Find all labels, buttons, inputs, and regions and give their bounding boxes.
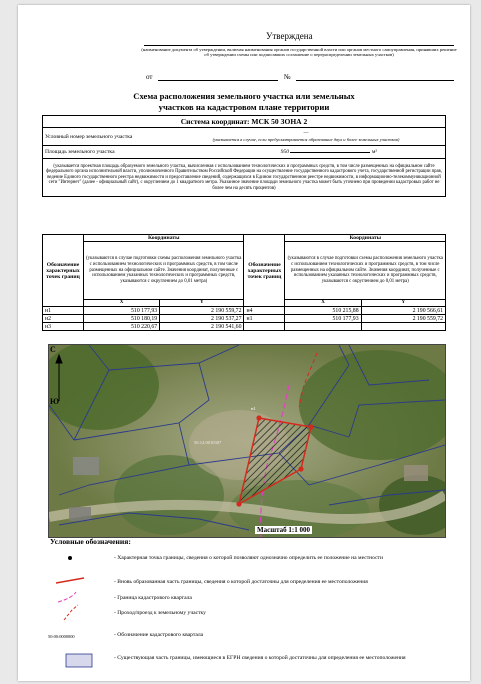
access-road-icon <box>64 605 78 620</box>
coord-row <box>43 307 446 315</box>
south-label: Ю <box>50 397 60 406</box>
new-boundary-icon <box>56 578 84 583</box>
coord-cell-y <box>361 323 445 331</box>
coord-row <box>43 315 446 323</box>
legend-symbols <box>50 550 106 676</box>
coord-system: Система координат: МСК 50 ЗОНА 2 <box>43 116 446 128</box>
coordinates-table <box>42 234 446 331</box>
from-label: от <box>146 73 153 81</box>
coord-cell-point: н1 <box>43 307 84 315</box>
cadastral-value: — <box>303 130 309 136</box>
coord-cell-y: 2 190 559,72 <box>361 315 445 323</box>
y-header-left: Y <box>160 300 244 307</box>
cadastral-value-cell <box>167 128 446 146</box>
document-page <box>18 5 470 681</box>
existing-boundary-icon <box>66 654 92 667</box>
coords-header-right: Координаты <box>285 235 446 242</box>
area-value-cell <box>167 146 446 159</box>
north-label: С <box>50 345 56 354</box>
point-header-left: Обозначение характерных точек границ <box>43 235 84 307</box>
doc-name-line <box>144 45 454 46</box>
number-line <box>296 80 454 81</box>
coord-cell-point: н1 <box>244 315 285 323</box>
x-header-left: X <box>84 300 160 307</box>
coord-cell-x: 510 180,19 <box>84 315 160 323</box>
page-title <box>118 91 370 112</box>
coord-cell-y: 2 190 559,72 <box>160 307 244 315</box>
area-note: (указывается проектная площадь образуемого земельного участка, вычисленная с использованием технологических и программных средств, в том числе размещенных на официальном сайте федерального органа исполнительной власти, уполномоченного Правительством Российской Федерации на осуществление государственного кадастрового учета, государственной регистрации прав, ведение Единого государственного реестра недвижимости и предоставление сведений, содержащихся в Едином государственном реестре недвижимости, в информационно-телекоммуникационной сети "Интернет" (далее - официальный сайт), с округлением до 1 квадратного метра. Указанное значение площади земельного участка может быть уточнено при проведении кадастровых работ не более чем на десять процентов) <box>43 159 446 197</box>
title-line-1: Схема расположения земельного участка или земельных <box>133 91 355 101</box>
boundary-point-icon <box>68 556 72 560</box>
legend-item-4: - Проход/проезд к земельному участку <box>114 610 206 616</box>
coords-note-left: (указываются в случае подготовки схемы расположения земельного участка с использованием технологических и программных средств, в том числе размещенных на официальном сайте. Значения координат, полученные с использованием указанных технологических и программных средств, указываются с округлением до 0,01 метра) <box>84 242 244 300</box>
y-header-right: Y <box>361 300 445 307</box>
point-label: н1 <box>251 406 256 411</box>
legend-item-3: - Граница кадастрового квартала <box>114 595 192 601</box>
approved-label: Утверждена <box>266 31 313 41</box>
coord-cell-x <box>285 323 361 331</box>
x-header-right: X <box>285 300 361 307</box>
area-value: 950 <box>280 149 289 155</box>
cadastral-label: Условный номер земельного участка <box>43 128 168 146</box>
coord-cell-x: 510 215,88 <box>285 307 361 315</box>
coord-cell-point <box>244 323 285 331</box>
info-table <box>42 115 446 197</box>
coord-cell-y: 2 190 541,60 <box>160 323 244 331</box>
coord-row <box>43 323 446 331</box>
area-unit: м² <box>371 149 378 155</box>
quarter-code-sample: 50:00:0000000 <box>48 634 75 639</box>
legend-item-6: - Существующая часть границы, имеющиеся в ЕГРН сведения о которой достаточны для определения ее местоположения <box>114 655 406 661</box>
coord-cell-x: 510 177,93 <box>285 315 361 323</box>
legend-item-5: - Обозначение кадастрового квартала <box>114 632 204 638</box>
coord-cell-y: 2 190 566,61 <box>361 307 445 315</box>
coord-cell-x: 510 220,67 <box>84 323 160 331</box>
area-label: Площадь земельного участка <box>43 146 168 159</box>
coord-cell-point: н2 <box>43 315 84 323</box>
cadastral-map <box>48 344 446 538</box>
quarter-boundary-icon <box>58 592 76 602</box>
number-label: № <box>284 73 291 81</box>
legend-item-1: - Характерная точка границы, сведения о которой позволяют однозначно определить ее положение на местности <box>114 555 383 561</box>
coord-cell-point: н3 <box>43 323 84 331</box>
map-scale: Масштаб 1:1 000 <box>257 526 310 534</box>
title-line-2: участков на кадастровом плане территории <box>158 101 330 112</box>
coords-header-left: Координаты <box>84 235 244 242</box>
point-header-right: Обозначение характерных точек границ <box>244 235 285 307</box>
parcel-number: 50:12:0010307 <box>194 440 222 445</box>
coord-cell-point: н4 <box>244 307 285 315</box>
coords-note-right: (указываются в случае подготовки схемы расположения земельного участка с использованием технологических и программных средств, в том числе размещенных на официальном сайте. Значения координат, полученные с использованием указанных технологических и программных средств, указываются с округлением до 0,01 метра) <box>285 242 446 300</box>
doc-name-note: (наименование документа об утверждении, включая наименования органов государственной власти или органов местного самоуправления, принявших решение об утверждении схемы или подписавших соглашение о перераспределении земельных участков) <box>141 47 457 58</box>
legend-item-2: - Вновь образованная часть границы, сведения о которой достаточны для определения ее местоположения <box>114 579 368 585</box>
date-line <box>158 80 278 81</box>
coord-cell-x: 510 177,93 <box>84 307 160 315</box>
coord-cell-y: 2 190 537,27 <box>160 315 244 323</box>
map-canvas <box>49 345 445 537</box>
cadastral-note: (указывается в случае, если предусматривается образование двух и более земельных участков) <box>212 136 400 142</box>
legend-title: Условные обозначения: <box>50 537 131 546</box>
